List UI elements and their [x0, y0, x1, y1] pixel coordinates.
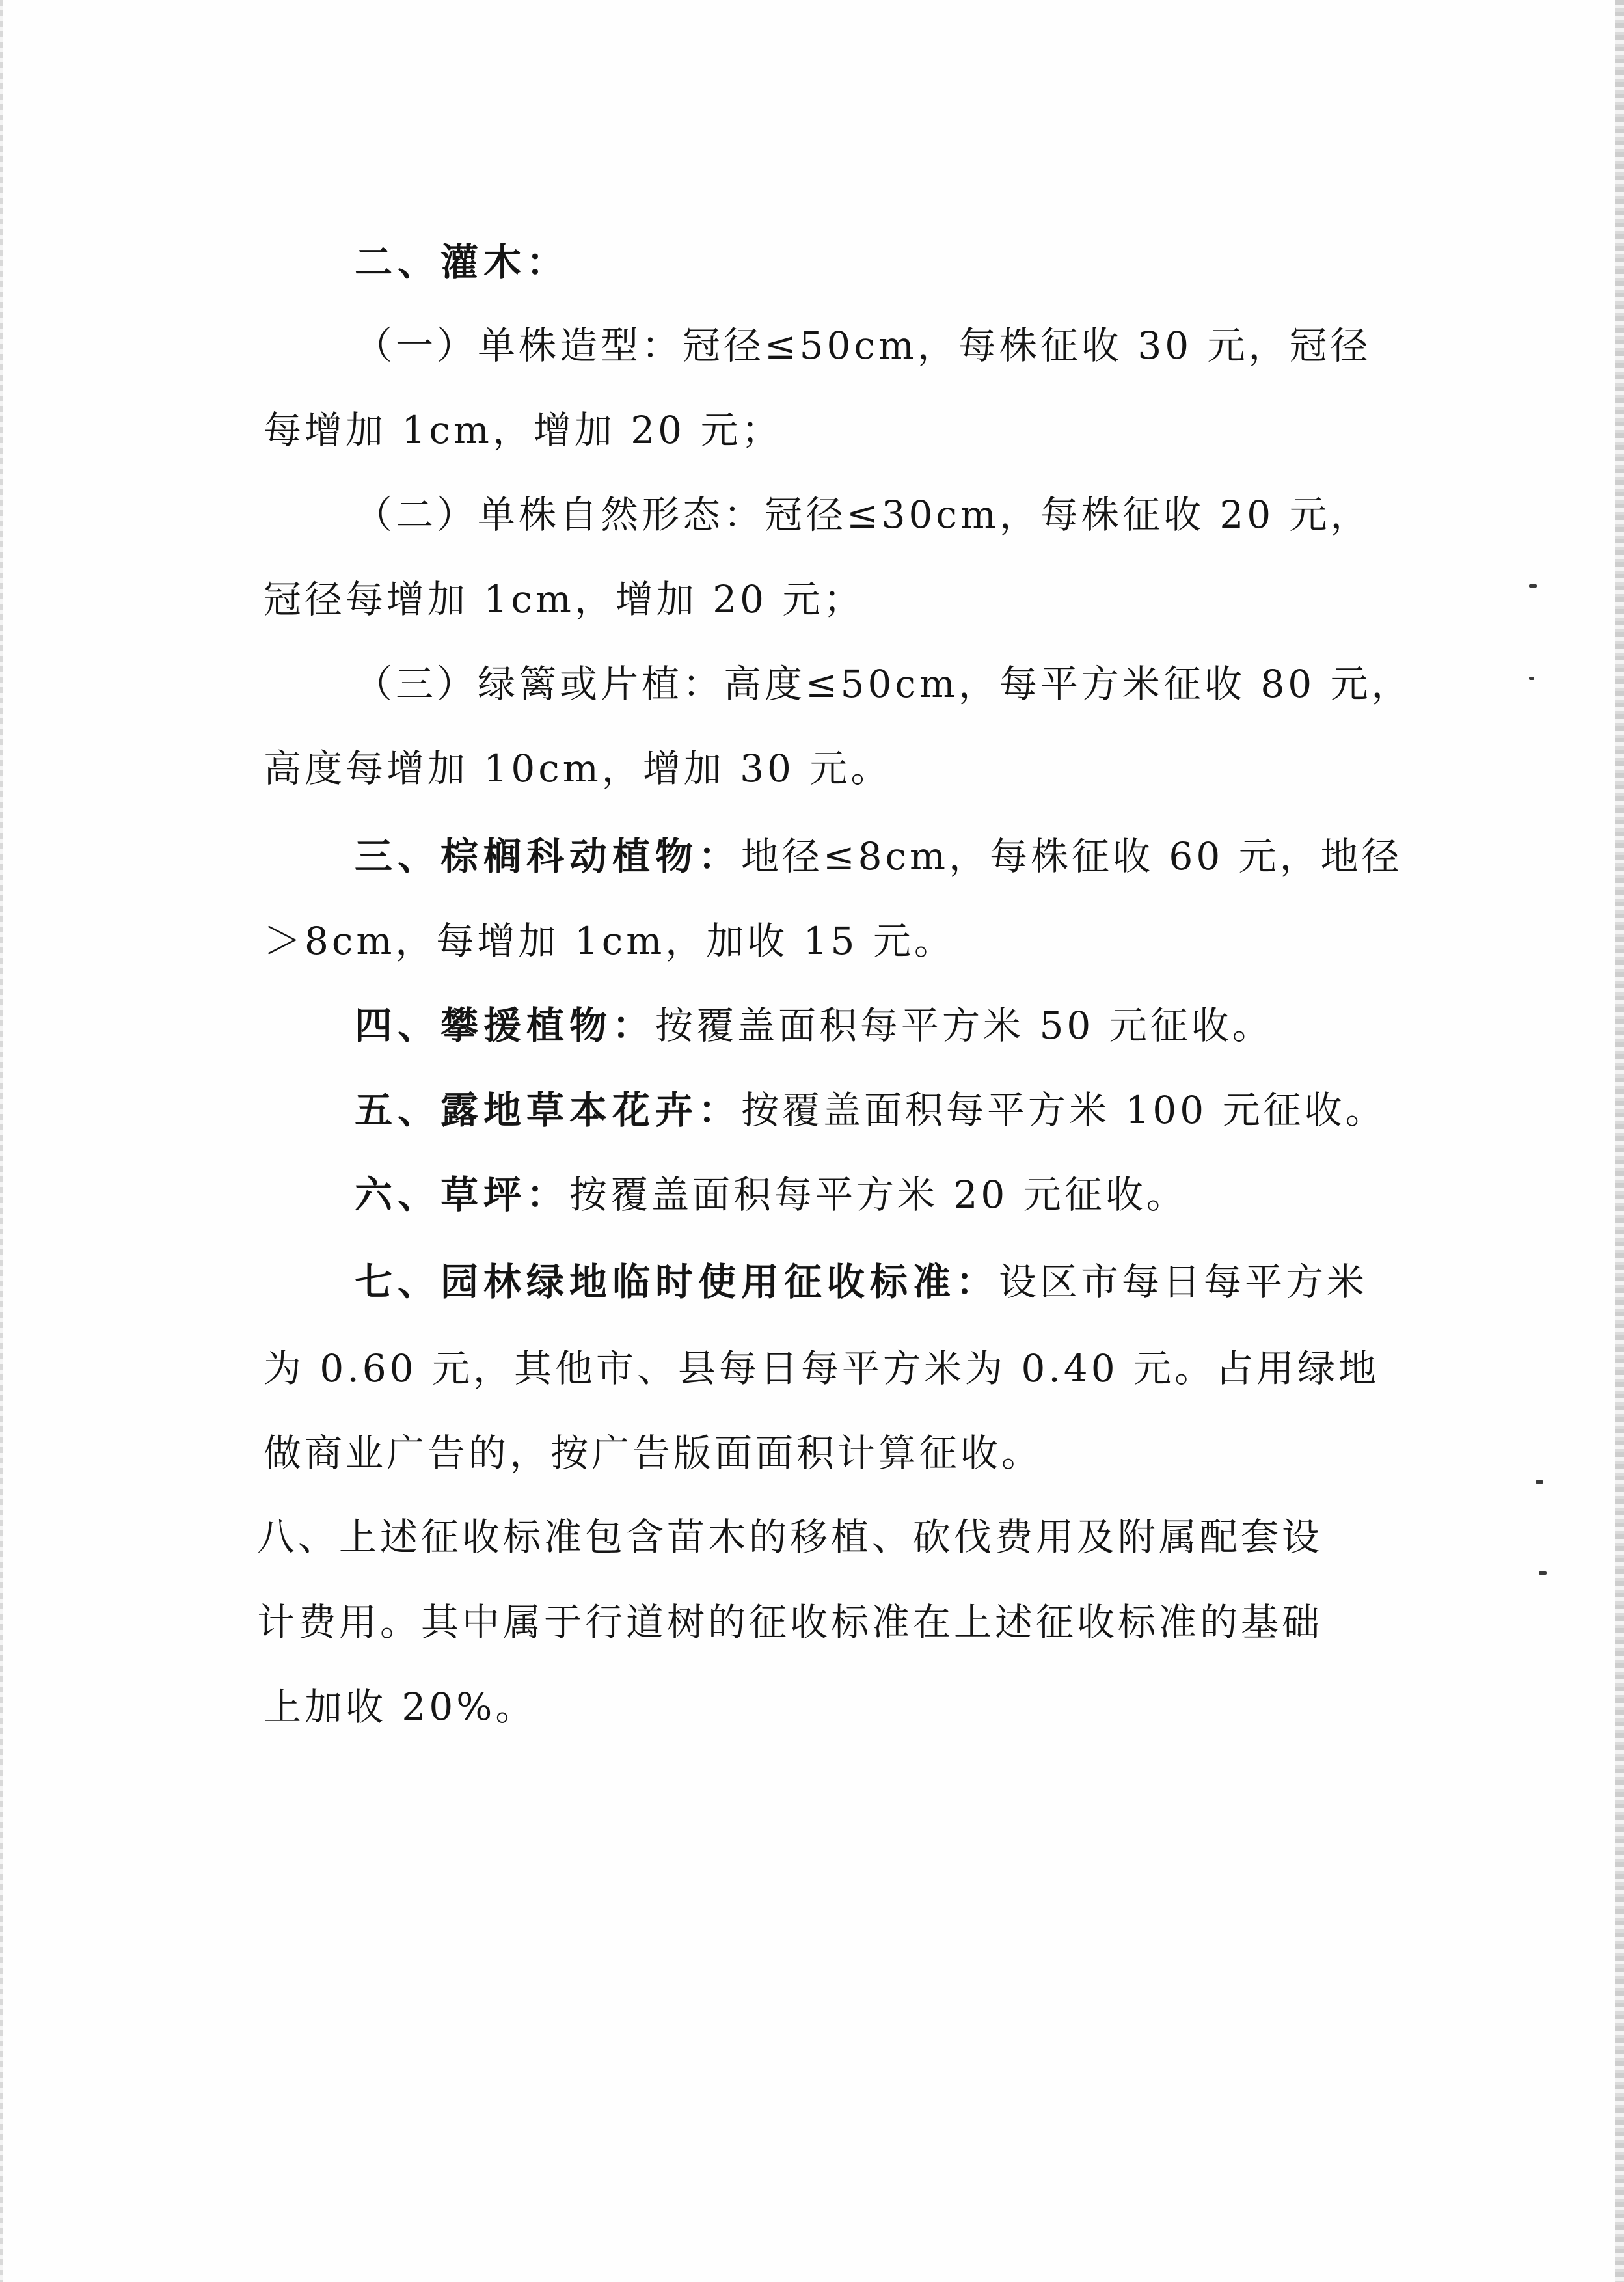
shrub-item-2-line-2: 冠径每增加 1cm，增加 20 元； — [264, 577, 865, 621]
temp-use-text: 设区市每日每平方米 — [999, 1260, 1368, 1304]
lawn-heading: 六、草坪： — [355, 1173, 570, 1217]
scan-speck — [1529, 677, 1534, 680]
shrub-item-1-line-2: 每增加 1cm，增加 20 元； — [264, 408, 783, 452]
lawn-text: 按覆盖面积每平方米 20 元征收。 — [569, 1173, 1187, 1217]
herb-text: 按覆盖面积每平方米 100 元征收。 — [741, 1088, 1387, 1132]
scan-speck — [1539, 1571, 1547, 1575]
palm-paragraph-line-2: ＞8cm，每增加 1cm，加收 15 元。 — [264, 919, 955, 963]
note-paragraph-line-3: 上加收 20%。 — [264, 1685, 537, 1729]
note-paragraph-line-1: 八、上述征收标准包含苗木的移植、砍伐费用及附属配套设 — [257, 1515, 1323, 1559]
scan-speck — [1529, 584, 1537, 588]
herb-heading: 五、露地草本花卉： — [355, 1088, 742, 1132]
scan-edge-left — [0, 0, 3, 2282]
lawn-paragraph — [355, 1169, 1383, 1221]
shrub-item-3-line-1: （三）绿篱或片植：高度≤50cm，每平方米征收 80 元， — [355, 662, 1413, 706]
herb-paragraph — [355, 1084, 1387, 1136]
note-paragraph-line-2: 计费用。其中属于行道树的征收标准在上述征收标准的基础 — [257, 1600, 1323, 1644]
temp-use-heading: 七、园林绿地临时使用征收标准： — [355, 1260, 999, 1304]
shrub-item-1-line-1: （一）单株造型：冠径≤50cm，每株征收 30 元，冠径 — [355, 323, 1372, 368]
heading-shrubs: 二、灌木： — [355, 240, 570, 284]
scan-speck — [1536, 1480, 1543, 1484]
temp-use-paragraph-line-1 — [355, 1256, 1383, 1308]
palm-text: 地径≤8cm，每株征收 60 元，地径 — [741, 834, 1403, 878]
temp-use-paragraph-line-3: 做商业广告的，按广告版面面积计算征收。 — [264, 1431, 1043, 1475]
climbing-text: 按覆盖面积每平方米 50 元征收。 — [655, 1003, 1273, 1048]
climbing-paragraph — [355, 999, 1383, 1052]
climbing-heading: 四、攀援植物： — [355, 1003, 656, 1048]
temp-use-paragraph-line-2: 为 0.60 元，其他市、县每日每平方米为 0.40 元。占用绿地 — [264, 1346, 1380, 1391]
shrub-item-3-line-2: 高度每增加 10cm，增加 30 元。 — [264, 746, 892, 791]
palm-heading: 三、棕榈科动植物： — [355, 834, 742, 878]
palm-paragraph-line-1 — [355, 830, 1403, 882]
shrub-item-2-line-1: （二）单株自然形态：冠径≤30cm，每株征收 20 元， — [355, 493, 1372, 537]
scan-edge-right — [1615, 0, 1624, 2282]
